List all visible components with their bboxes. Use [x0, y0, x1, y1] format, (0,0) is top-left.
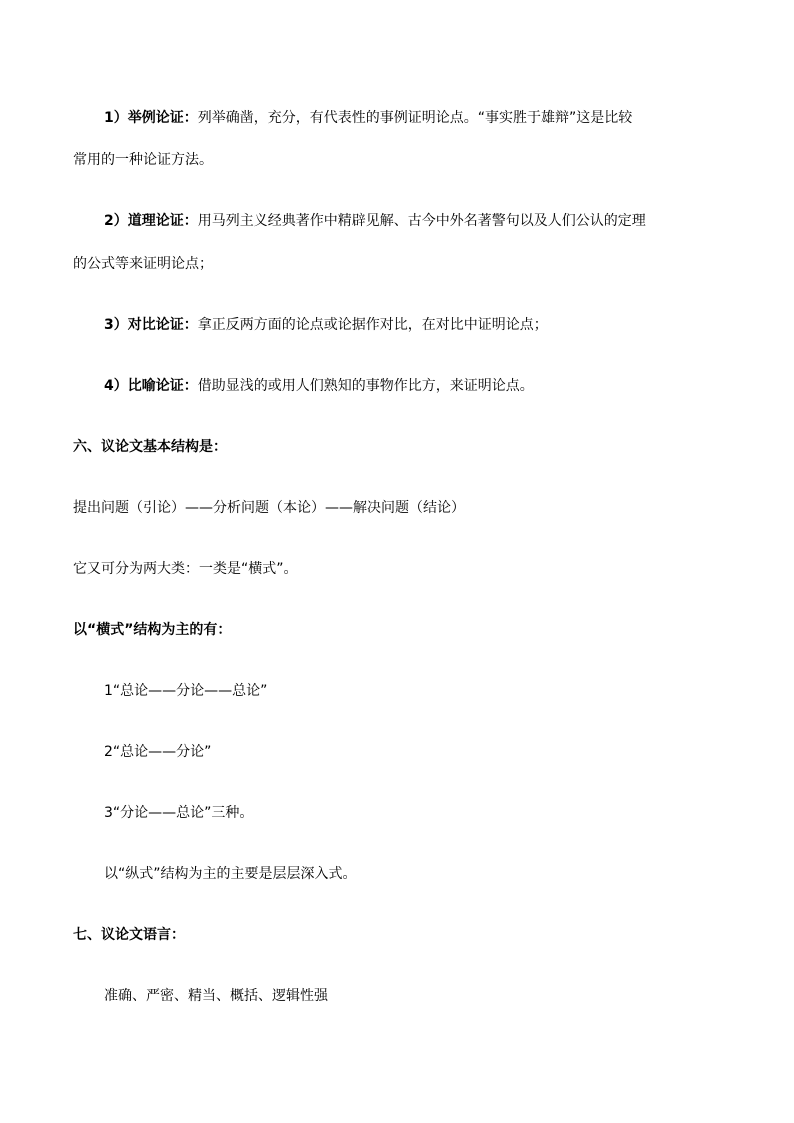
section-7-text: 准确、严密、精当、概括、逻辑性强 [104, 988, 328, 1004]
item-3-text: 拿正反两方面的论点或论据作对比，在对比中证明论点； [197, 317, 548, 333]
item-3-label: 3）对比论证： [104, 317, 198, 333]
item-1-line-2: 常用的一种论证方法。 [73, 152, 213, 168]
section-6-heading: 六、议论文基本结构是： [73, 439, 227, 455]
section-6-structure: 提出问题（引论）——分析问题（本论）——解决问题（结论） [73, 500, 465, 516]
structure-list-item-2: 2“总论——分论” [104, 744, 212, 760]
item-4-line-1 [104, 376, 764, 396]
item-1-line-1 [104, 108, 764, 128]
item-1-label: 1）举例论证： [104, 110, 198, 126]
section-6-subheading: 以“横式”结构为主的有： [73, 622, 232, 638]
section-6-note: 以“纵式”结构为主的主要是层层深入式。 [104, 866, 357, 882]
structure-list-item-3: 3“分论——总论”三种。 [104, 805, 254, 821]
section-6-types: 它又可分为两大类：一类是“横式”。 [73, 561, 298, 577]
item-2-text: 用马列主义经典著作中精辟见解、古今中外名著警句以及人们公认的定理 [197, 213, 646, 229]
item-4-label: 4）比喻论证： [104, 378, 198, 394]
item-2-line-1 [104, 211, 764, 231]
item-2-line-2: 的公式等来证明论点； [73, 256, 213, 272]
item-1-text: 列举确凿，充分，有代表性的事例证明论点。“事实胜于雄辩”这是比较 [197, 110, 633, 126]
item-2-label: 2）道理论证： [104, 213, 198, 229]
section-7-heading: 七、议论文语言： [73, 927, 185, 943]
item-3-line-1 [104, 315, 764, 335]
item-4-text: 借助显浅的或用人们熟知的事物作比方，来证明论点。 [197, 378, 534, 394]
structure-list-item-1: 1“总论——分论——总论” [104, 683, 268, 699]
